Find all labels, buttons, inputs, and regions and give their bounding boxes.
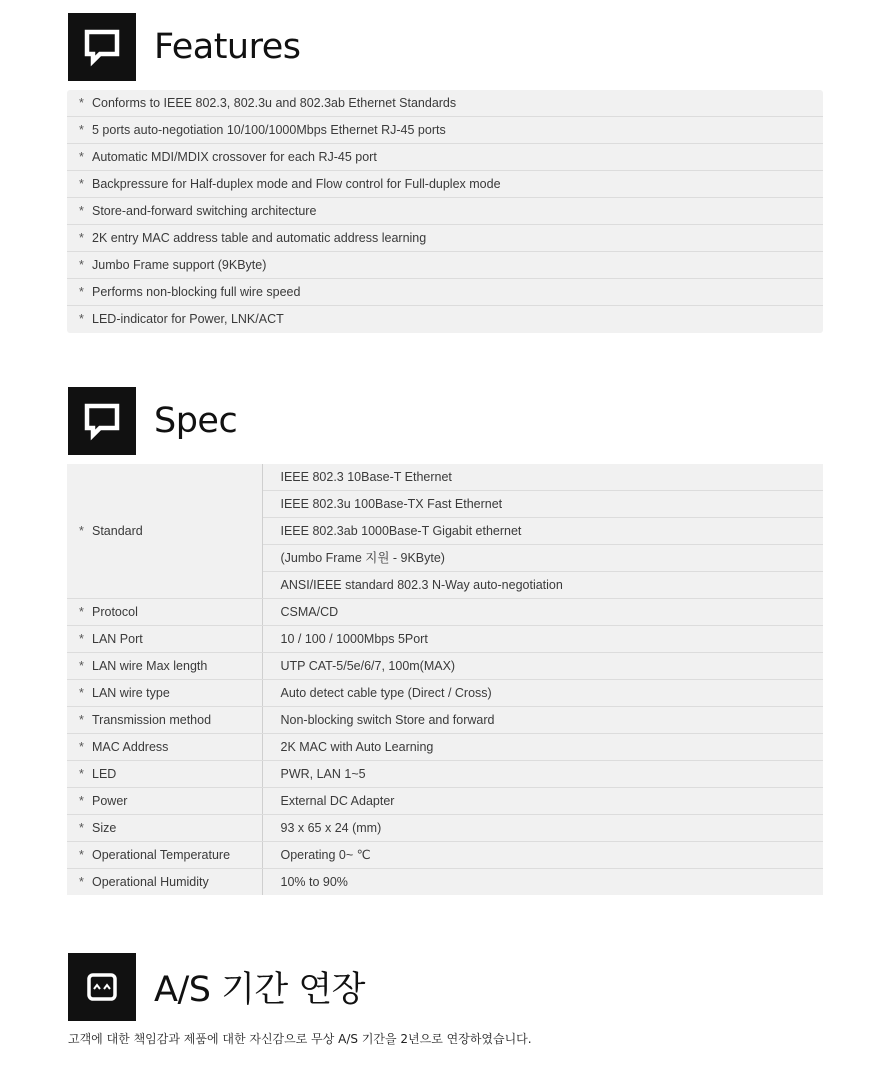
spec-value: PWR, LAN 1~5 bbox=[262, 761, 823, 788]
spec-label-cell bbox=[67, 788, 262, 815]
feature-item bbox=[67, 225, 823, 252]
bullet-mark: * bbox=[79, 740, 84, 754]
spec-row bbox=[67, 842, 823, 869]
spec-value: 93 x 65 x 24 (mm) bbox=[262, 815, 823, 842]
spec-row bbox=[67, 626, 823, 653]
spec-row bbox=[67, 599, 823, 626]
bullet-mark: * bbox=[79, 821, 84, 835]
spec-label: Standard bbox=[92, 524, 143, 538]
speech-bubble-icon bbox=[68, 13, 136, 81]
spec-label-cell bbox=[67, 680, 262, 707]
spec-value: Auto detect cable type (Direct / Cross) bbox=[262, 680, 823, 707]
bullet-mark: * bbox=[79, 875, 84, 889]
spec-label-cell bbox=[67, 842, 262, 869]
spec-label-cell bbox=[67, 815, 262, 842]
spec-value: UTP CAT-5/5e/6/7, 100m(MAX) bbox=[262, 653, 823, 680]
spec-label-cell bbox=[67, 734, 262, 761]
as-description: 고객에 대한 책임감과 제품에 대한 자신감으로 무상 A/S 기간을 2년으로 연장하였습니다. bbox=[68, 1032, 532, 1046]
spec-value: IEEE 802.3u 100Base-TX Fast Ethernet bbox=[262, 491, 823, 518]
spec-table bbox=[67, 464, 823, 895]
spec-value: 10% to 90% bbox=[280, 875, 348, 889]
spec-label-cell bbox=[67, 464, 262, 599]
spec-value: (Jumbo Frame 지원 - 9KByte) bbox=[262, 545, 823, 572]
spec-label-cell bbox=[67, 761, 262, 788]
spec-label: LAN Port bbox=[92, 632, 143, 646]
bullet-mark: * bbox=[79, 285, 84, 299]
spec-label: Size bbox=[92, 821, 117, 835]
as-title: A/S 기간 연장 bbox=[154, 970, 365, 1010]
spec-label-cell bbox=[67, 707, 262, 734]
spec-value: IEEE 802.3 10Base-T Ethernet bbox=[262, 464, 823, 491]
spec-label: Transmission method bbox=[92, 713, 212, 727]
spec-value: 10 / 100 / 1000Mbps 5Port bbox=[262, 626, 823, 653]
feature-item bbox=[67, 144, 823, 171]
feature-item bbox=[67, 171, 823, 198]
spec-row bbox=[67, 734, 823, 761]
bullet-mark: * bbox=[79, 767, 84, 781]
spec-label: MAC Address bbox=[92, 740, 169, 754]
spec-label: LAN wire type bbox=[92, 686, 170, 700]
spec-label: Operational Humidity bbox=[92, 875, 209, 889]
feature-text: LED-indicator for Power, LNK/ACT bbox=[92, 312, 284, 326]
spec-label: LED bbox=[92, 767, 117, 781]
feature-text: Automatic MDI/MDIX crossover for each RJ-45 port bbox=[92, 150, 377, 164]
feature-text: 2K entry MAC address table and automatic address learning bbox=[92, 231, 427, 245]
spec-row bbox=[67, 653, 823, 680]
bullet-mark: * bbox=[79, 632, 84, 646]
feature-item bbox=[67, 306, 823, 333]
spec-label-cell bbox=[67, 653, 262, 680]
bullet-mark: * bbox=[79, 96, 84, 110]
spec-label-cell bbox=[67, 626, 262, 653]
feature-text: Performs non-blocking full wire speed bbox=[92, 285, 301, 299]
spec-label: Power bbox=[92, 794, 128, 808]
spec-value: Non-blocking switch Store and forward bbox=[262, 707, 823, 734]
bullet-mark: * bbox=[79, 659, 84, 673]
feature-text: Backpressure for Half-duplex mode and Flow control for Full-duplex mode bbox=[92, 177, 501, 191]
as-header bbox=[68, 953, 365, 1021]
spec-row bbox=[67, 761, 823, 788]
feature-item bbox=[67, 117, 823, 144]
bullet-mark: * bbox=[79, 686, 84, 700]
spec-value: ANSI/IEEE standard 802.3 N-Way auto-negotiation bbox=[262, 572, 823, 599]
spec-row bbox=[67, 788, 823, 815]
bullet-mark: * bbox=[79, 713, 84, 727]
bullet-mark: * bbox=[79, 605, 84, 619]
spec-row bbox=[67, 464, 823, 491]
bullet-mark: * bbox=[79, 794, 84, 808]
feature-item bbox=[67, 252, 823, 279]
bullet-mark: * bbox=[79, 150, 84, 164]
feature-text: Conforms to IEEE 802.3, 802.3u and 802.3ab Ethernet Standards bbox=[92, 96, 457, 110]
spec-header bbox=[68, 387, 237, 455]
spec-title: Spec bbox=[154, 401, 238, 441]
spec-row bbox=[67, 869, 823, 896]
bullet-mark: * bbox=[79, 231, 84, 245]
bullet-mark: * bbox=[79, 312, 84, 326]
feature-text: Jumbo Frame support (9KByte) bbox=[92, 258, 267, 272]
features-header bbox=[68, 13, 301, 81]
feature-item bbox=[67, 198, 823, 225]
spec-value: Operating 0~ ℃ bbox=[262, 842, 823, 869]
spec-value: External DC Adapter bbox=[262, 788, 823, 815]
screen-face-icon bbox=[68, 953, 136, 1021]
feature-text: 5 ports auto-negotiation 10/100/1000Mbps Ethernet RJ-45 ports bbox=[92, 123, 446, 137]
spec-label-cell bbox=[67, 599, 262, 626]
feature-text: Store-and-forward switching architecture bbox=[92, 204, 317, 218]
spec-row bbox=[67, 815, 823, 842]
feature-item bbox=[67, 90, 823, 117]
bullet-mark: * bbox=[79, 524, 84, 538]
spec-label: LAN wire Max length bbox=[92, 659, 208, 673]
bullet-mark: * bbox=[79, 123, 84, 137]
bullet-mark: * bbox=[79, 204, 84, 218]
spec-row bbox=[67, 707, 823, 734]
spec-value: 2K MAC with Auto Learning bbox=[262, 734, 823, 761]
spec-label: Protocol bbox=[92, 605, 138, 619]
bullet-mark: * bbox=[79, 177, 84, 191]
spec-row bbox=[67, 680, 823, 707]
bullet-mark: * bbox=[79, 258, 84, 272]
spec-value: IEEE 802.3ab 1000Base-T Gigabit ethernet bbox=[262, 518, 823, 545]
feature-item bbox=[67, 279, 823, 306]
speech-bubble-icon bbox=[68, 387, 136, 455]
spec-label-cell bbox=[67, 869, 262, 896]
features-list bbox=[67, 90, 823, 333]
spec-label: Operational Temperature bbox=[92, 848, 231, 862]
features-title: Features bbox=[154, 27, 301, 67]
spec-value: CSMA/CD bbox=[262, 599, 823, 626]
bullet-mark: * bbox=[79, 848, 84, 862]
